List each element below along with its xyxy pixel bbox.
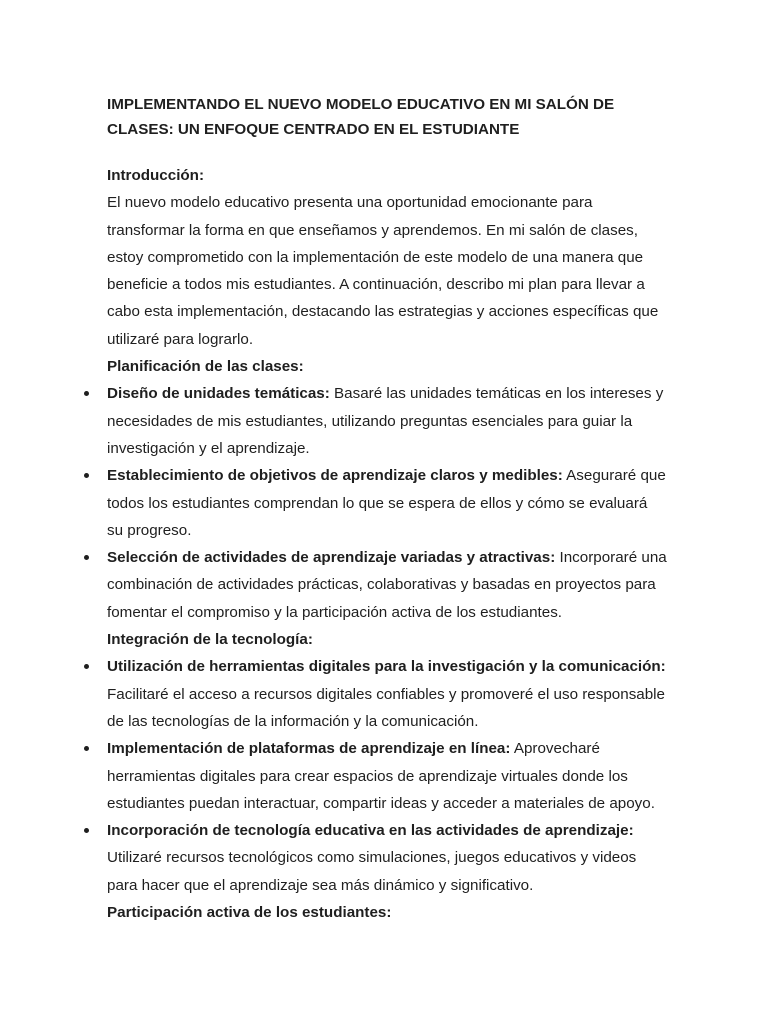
- list-item-lead: Implementación de plataformas de aprendizaje en línea:: [107, 740, 511, 758]
- list-item-lead: Incorporación de tecnología educativa en las actividades de aprendizaje:: [107, 822, 634, 840]
- bullet-icon: [84, 746, 89, 751]
- list-item-text: Incorporaré una combinación de actividades prácticas, colaborativas y basadas en proyectos para fomentar el compromiso y la participación activa de los estudiantes.: [107, 549, 667, 621]
- list-item: [107, 817, 667, 899]
- list-item: [107, 544, 667, 626]
- list-item: [107, 653, 667, 735]
- list-item: [107, 735, 667, 817]
- intro-heading: Introducción:: [107, 167, 205, 184]
- bullet-icon: [84, 473, 89, 478]
- bullet-list-tecnologia: [107, 653, 667, 899]
- list-item: [107, 462, 667, 544]
- section-heading-participacion: Participación activa de los estudiantes:: [107, 904, 392, 922]
- list-item-lead: Selección de actividades de aprendizaje variadas y atractivas:: [107, 549, 556, 567]
- list-item-text: Facilitaré el acceso a recursos digitales confiables y promoveré el uso responsable de las tecnologías de la información y la comunicación.: [107, 685, 665, 730]
- document-title: IMPLEMENTANDO EL NUEVO MODELO EDUCATIVO EN MI SALÓN DE CLASES: UN ENFOQUE CENTRADO EN EL ESTUDIANTE: [107, 96, 615, 138]
- list-item-text: Utilizaré recursos tecnológicos como simulaciones, juegos educativos y videos para hacer que el aprendizaje sea más dinámico y significativo.: [107, 849, 637, 894]
- bullet-list-planificacion: [107, 380, 667, 626]
- bullet-icon: [84, 828, 89, 833]
- list-item: [107, 380, 667, 462]
- section-heading-tecnologia: Integración de la tecnología:: [107, 631, 313, 649]
- list-item-text: Basaré las unidades temáticas en los intereses y necesidades de mis estudiantes, utilizando preguntas esenciales para guiar la investigación y el aprendizaje.: [107, 385, 664, 457]
- section-heading-planificacion: Planificación de las clases:: [107, 358, 304, 376]
- intro-paragraph: El nuevo modelo educativo presenta una oportunidad emocionante para transformar la forma en que enseñamos y aprendemos. En mi salón de clases, estoy comprometido con la implementación de este modelo de una manera que beneficie a todos mis estudiantes. A continuación, describo mi plan para llevar a cabo esta implementación, destacando las estrategias y acciones específicas que utilizaré para lograrlo.: [107, 194, 659, 348]
- bullet-icon: [84, 391, 89, 396]
- list-item-text: Aprovecharé herramientas digitales para crear espacios de aprendizaje virtuales donde los estudiantes puedan interactuar, compartir ideas y acceder a materiales de apoyo.: [107, 740, 655, 812]
- list-item-text: Aseguraré que todos los estudiantes comprendan lo que se espera de ellos y cómo se evaluará su progreso.: [107, 467, 666, 539]
- list-item-lead: Diseño de unidades temáticas:: [107, 385, 330, 403]
- list-item-lead: Establecimiento de objetivos de aprendizaje claros y medibles:: [107, 467, 563, 485]
- bullet-icon: [84, 664, 89, 669]
- bullet-icon: [84, 555, 89, 560]
- list-item-lead: Utilización de herramientas digitales para la investigación y la comunicación:: [107, 658, 666, 676]
- document-page: [107, 92, 667, 926]
